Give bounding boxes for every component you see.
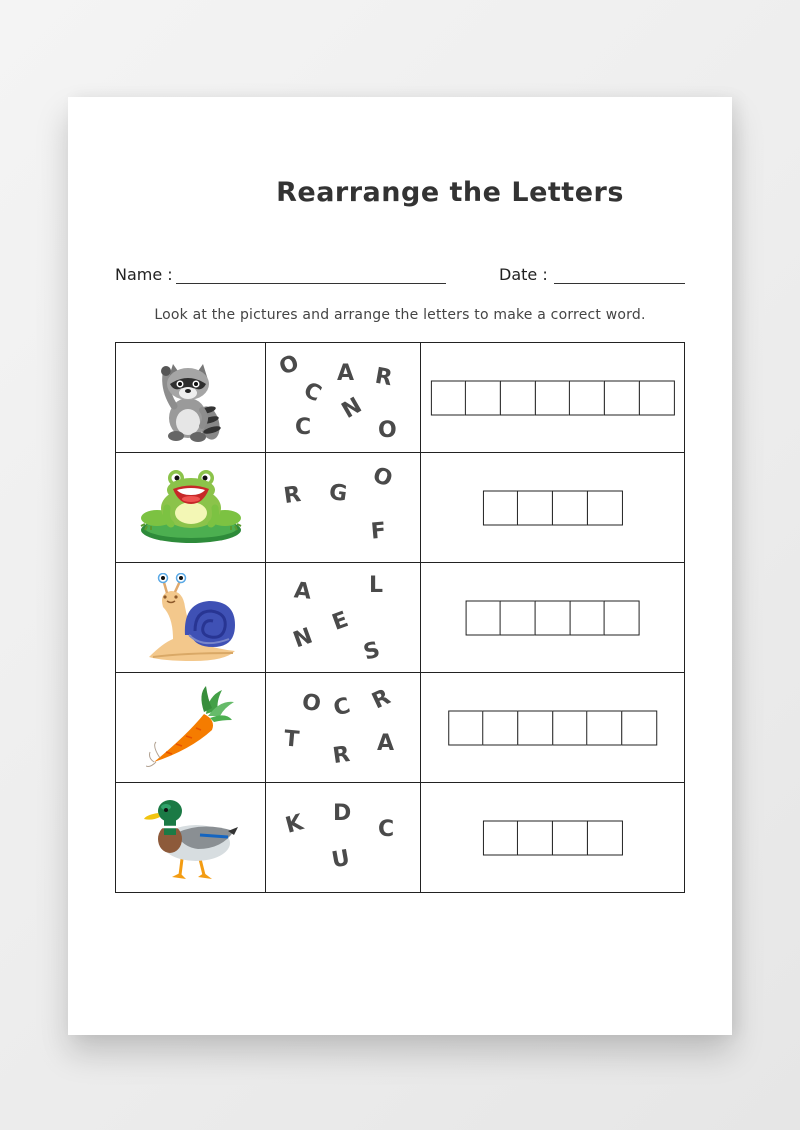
answer-box[interactable]: [552, 820, 588, 855]
date-line[interactable]: [554, 283, 685, 284]
answer-box[interactable]: [569, 600, 605, 635]
picture-cell: [116, 453, 266, 563]
scrambled-letter: N: [290, 623, 316, 654]
answer-box[interactable]: [482, 710, 518, 745]
date-label: Date :: [499, 265, 548, 284]
answer-cell: [421, 783, 685, 893]
answer-box[interactable]: [535, 600, 571, 635]
answer-box[interactable]: [604, 600, 640, 635]
snail-picture: [143, 573, 239, 663]
picture-cell: [116, 783, 266, 893]
scrambled-letter: O: [369, 462, 396, 493]
answer-box[interactable]: [587, 710, 623, 745]
raccoon-picture: [146, 350, 236, 445]
scrambled-letter: R: [368, 684, 395, 715]
answer-box[interactable]: [552, 710, 588, 745]
scrambled-letter: C: [378, 817, 395, 842]
duck-picture: [142, 793, 240, 883]
table-row: [116, 673, 685, 783]
scrambled-letter: O: [276, 350, 303, 381]
answer-box[interactable]: [587, 820, 623, 855]
scrambled-letter: O: [378, 418, 397, 443]
scrambled-letter: R: [282, 481, 303, 510]
scrambled-letter: D: [333, 801, 352, 826]
answer-box[interactable]: [482, 490, 518, 525]
answer-cell: [421, 453, 685, 563]
scrambled-letter: E: [329, 607, 352, 636]
answer-boxes: [482, 820, 622, 855]
scrambled-letters-cell: [266, 563, 421, 673]
scrambled-letter: R: [373, 363, 395, 392]
table-row: [116, 783, 685, 893]
scrambled-letter: C: [330, 693, 353, 722]
scrambled-letter: A: [292, 578, 313, 605]
answer-cell: [421, 343, 685, 453]
carrot-picture: [146, 686, 236, 770]
scrambled-letter: A: [337, 361, 355, 386]
instructions-text: Look at the pictures and arrange the letters to make a correct word.: [154, 307, 646, 323]
answer-boxes: [448, 710, 658, 745]
scrambled-letter: A: [377, 731, 395, 756]
scrambled-letter: C: [295, 415, 312, 440]
scrambled-letter: G: [327, 479, 349, 508]
scrambled-letter: K: [282, 810, 306, 839]
answer-box[interactable]: [500, 380, 536, 415]
scrambled-letter: U: [329, 845, 352, 874]
answer-boxes: [482, 490, 622, 525]
scrambled-letter: N: [337, 393, 367, 424]
answer-box[interactable]: [552, 490, 588, 525]
answer-box[interactable]: [535, 380, 571, 415]
scrambled-letter: S: [360, 637, 383, 666]
answer-box[interactable]: [517, 820, 553, 855]
scrambled-letters-cell: [266, 453, 421, 563]
answer-cell: [421, 673, 685, 783]
scrambled-letters-cell: [266, 673, 421, 783]
answer-box[interactable]: [621, 710, 657, 745]
table-row: [116, 563, 685, 673]
scrambled-letter: R: [331, 741, 352, 770]
puzzle-table: [115, 342, 685, 893]
scrambled-letter: T: [282, 726, 301, 753]
answer-box[interactable]: [639, 380, 675, 415]
scrambled-letter: C: [299, 377, 325, 408]
answer-box[interactable]: [569, 380, 605, 415]
scrambled-letters-cell: [266, 343, 421, 453]
answer-box[interactable]: [465, 380, 501, 415]
answer-box[interactable]: [587, 490, 623, 525]
picture-cell: [116, 563, 266, 673]
scrambled-letter: L: [369, 573, 384, 598]
picture-cell: [116, 343, 266, 453]
answer-box[interactable]: [517, 710, 553, 745]
answer-box[interactable]: [448, 710, 484, 745]
scrambled-letter: O: [300, 689, 323, 718]
answer-box[interactable]: [604, 380, 640, 415]
table-row: [116, 453, 685, 563]
answer-box[interactable]: [465, 600, 501, 635]
scrambled-letter: F: [369, 518, 388, 545]
answer-cell: [421, 563, 685, 673]
worksheet-page: [68, 97, 732, 1035]
answer-boxes: [430, 380, 674, 415]
name-label: Name :: [115, 265, 173, 284]
answer-box[interactable]: [517, 490, 553, 525]
table-row: [116, 343, 685, 453]
frog-picture: [139, 468, 243, 548]
picture-cell: [116, 673, 266, 783]
name-line[interactable]: [176, 283, 446, 284]
answer-box[interactable]: [482, 820, 518, 855]
answer-boxes: [465, 600, 640, 635]
page-title: Rearrange the Letters: [276, 177, 624, 208]
answer-box[interactable]: [430, 380, 466, 415]
answer-box[interactable]: [500, 600, 536, 635]
scrambled-letters-cell: [266, 783, 421, 893]
